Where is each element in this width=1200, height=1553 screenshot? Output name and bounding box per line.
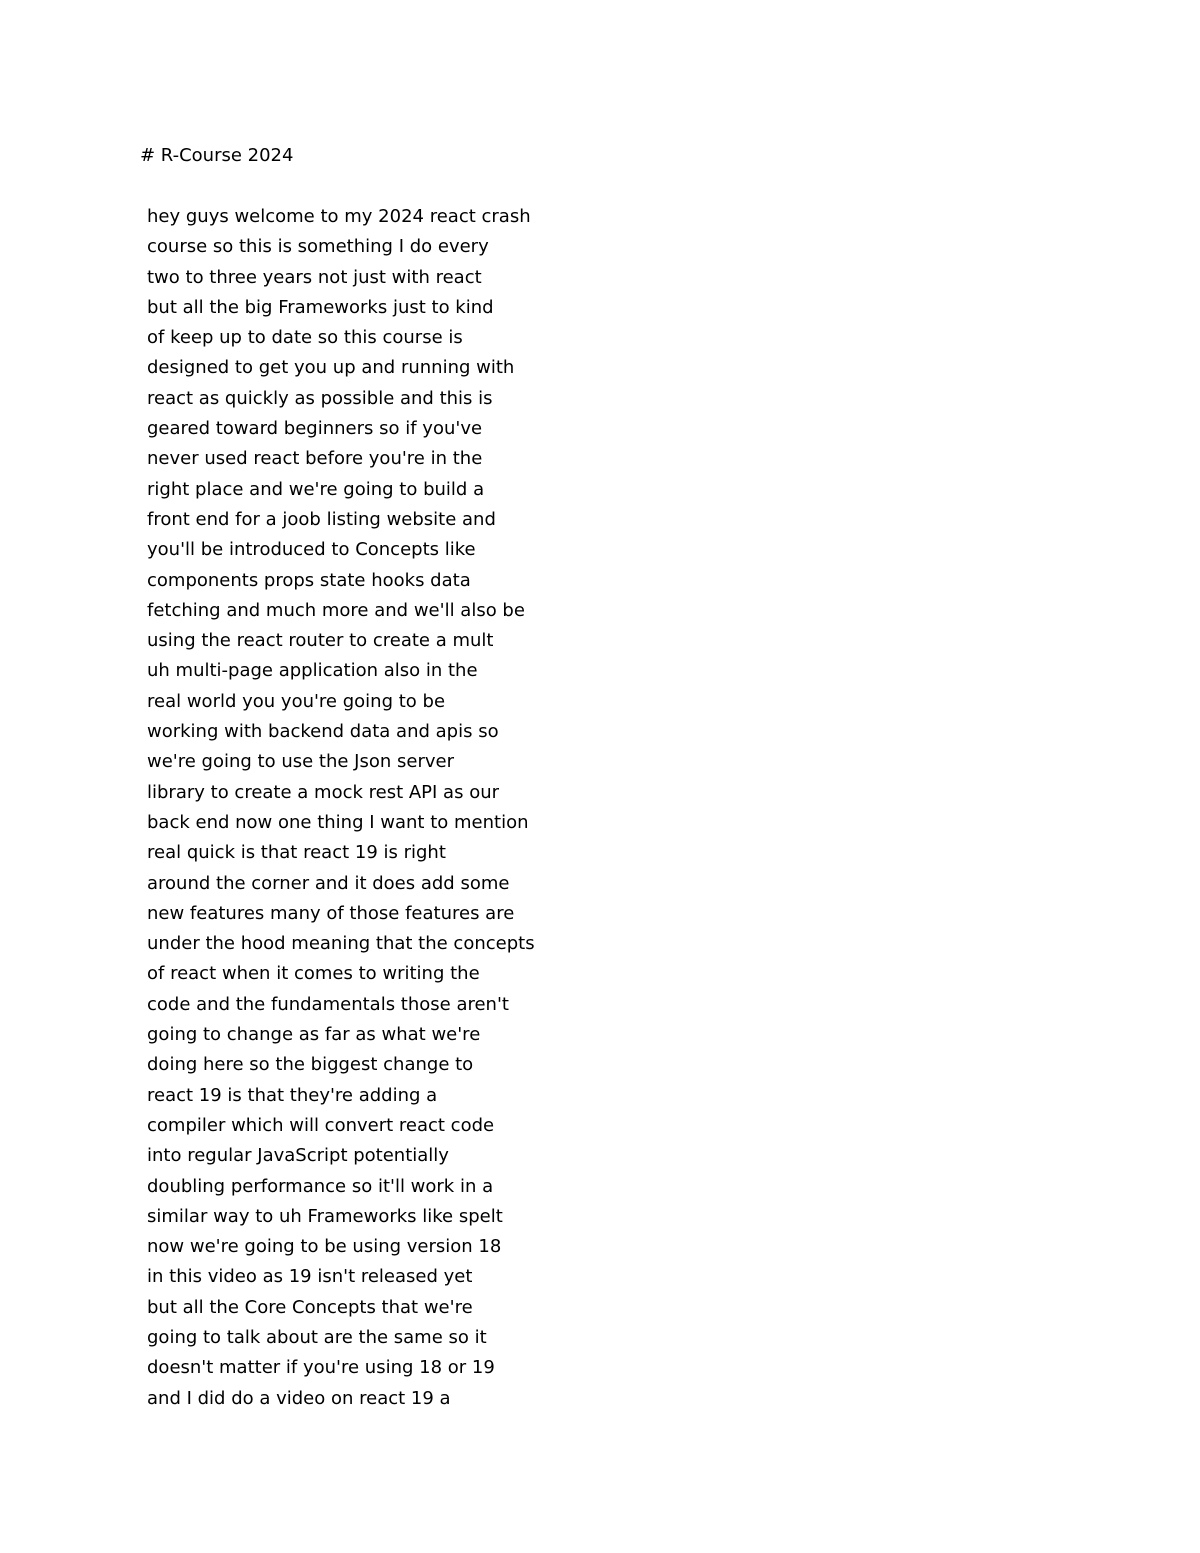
transcript-line: going to talk about are the same so it [147, 1326, 487, 1348]
transcript-line: real world you you're going to be [147, 690, 446, 712]
document-heading: # R-Course 2024 [140, 145, 294, 166]
transcript-line: doubling performance so it'll work in a [147, 1175, 494, 1197]
transcript-line: under the hood meaning that the concepts [147, 933, 535, 955]
transcript-line: similar way to uh Frameworks like spelt [147, 1205, 503, 1227]
transcript-line: react as quickly as possible and this is [147, 387, 493, 409]
transcript-line: we're going to use the Json server [147, 751, 454, 773]
transcript-line: components props state hooks data [147, 569, 471, 591]
transcript-line: working with backend data and apis so [147, 721, 499, 743]
transcript-line: fetching and much more and we'll also be [147, 599, 525, 621]
transcript-line: front end for a joob listing website and [147, 508, 496, 530]
transcript-line: new features many of those features are [147, 902, 515, 924]
transcript-line: right place and we're going to build a [147, 478, 485, 500]
transcript-line: and I did do a video on react 19 a [147, 1387, 451, 1409]
transcript-line: designed to get you up and running with [147, 357, 515, 379]
transcript-line: geared toward beginners so if you've [147, 418, 483, 440]
transcript-line: now we're going to be using version 18 [147, 1236, 502, 1258]
transcript-line: going to change as far as what we're [147, 1024, 481, 1046]
transcript-line: uh multi-page application also in the [147, 660, 478, 682]
transcript-line: of react when it comes to writing the [147, 963, 480, 985]
transcript-line: using the react router to create a mult [147, 630, 494, 652]
transcript-line: library to create a mock rest API as our [147, 781, 500, 803]
transcript-line: never used react before you're in the [147, 448, 483, 470]
transcript-line: real quick is that react 19 is right [147, 842, 446, 864]
transcript-line: but all the big Frameworks just to kind [147, 296, 494, 318]
transcript-line: hey guys welcome to my 2024 react crash [147, 206, 531, 227]
transcript-line: compiler which will convert react code [147, 1114, 495, 1136]
transcript-line: two to three years not just with react [147, 266, 482, 288]
transcript-line: of keep up to date so this course is [147, 327, 463, 349]
transcript-line: code and the fundamentals those aren't [147, 993, 509, 1015]
transcript-line: course so this is something I do every [147, 236, 489, 258]
transcript-line: into regular JavaScript potentially [147, 1145, 449, 1167]
transcript-line: react 19 is that they're adding a [147, 1084, 438, 1106]
transcript-line: in this video as 19 isn't released yet [147, 1266, 473, 1288]
transcript-body [147, 202, 535, 1414]
transcript-line: around the corner and it does add some [147, 872, 510, 894]
transcript-line: back end now one thing I want to mention [147, 811, 529, 833]
transcript-line: but all the Core Concepts that we're [147, 1296, 473, 1318]
transcript-line: doing here so the biggest change to [147, 1054, 474, 1076]
transcript-line: you'll be introduced to Concepts like [147, 539, 476, 561]
transcript-line: doesn't matter if you're using 18 or 19 [147, 1357, 495, 1379]
